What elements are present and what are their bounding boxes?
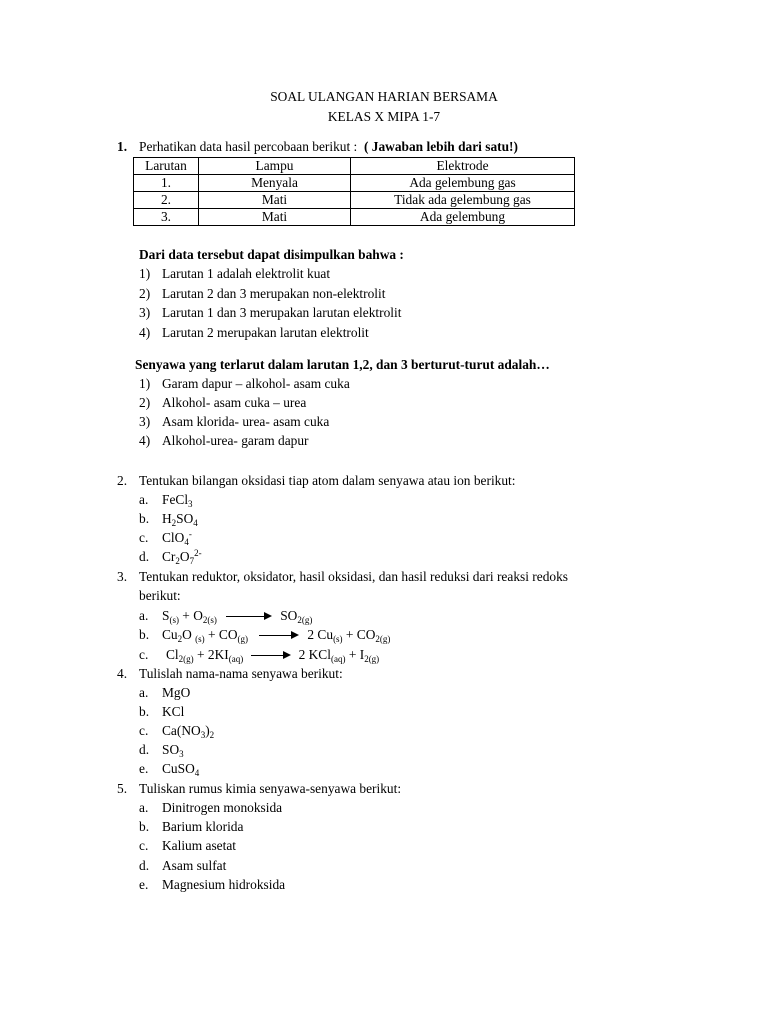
formula-so3: $SO_3$ bbox=[162, 742, 184, 759]
list-item: Garam dapur – alkohol- asam cuka bbox=[162, 376, 350, 391]
formula-fecl3: FeCl$_3$ bbox=[162, 492, 193, 509]
table-row bbox=[134, 192, 575, 209]
table-row bbox=[134, 209, 575, 226]
list-item-num: 1) bbox=[139, 266, 151, 281]
q5-number: 5. bbox=[117, 781, 128, 796]
list-item-letter: d. bbox=[139, 549, 150, 564]
table-cell: 2. bbox=[134, 192, 199, 209]
q1-note: ( Jawaban lebih dari satu!) bbox=[363, 139, 518, 154]
q3-prompt-cont: berikut: bbox=[139, 588, 181, 603]
q4-number: 4. bbox=[117, 666, 128, 681]
table-header-cell: Larutan bbox=[134, 158, 199, 175]
list-item: Larutan 2 merupakan larutan elektrolit bbox=[162, 325, 369, 340]
formula-cr2o7: $Cr_2O_7^{2-}$ bbox=[162, 548, 202, 566]
reaction-a: $S_{(s)} + O_{2(s)}$ $SO_{2(g)}$ bbox=[162, 608, 313, 625]
list-item-letter: c. bbox=[139, 723, 149, 738]
list-item: Kalium asetat bbox=[162, 838, 236, 853]
list-item-num: 2) bbox=[139, 395, 151, 410]
list-item-num: 4) bbox=[139, 433, 151, 448]
table-row bbox=[134, 175, 575, 192]
list-item: Asam klorida- urea- asam cuka bbox=[162, 414, 330, 429]
reaction-arrow bbox=[259, 631, 299, 641]
list-item-letter: a. bbox=[139, 685, 149, 700]
q1-part-b-prompt: Senyawa yang terlarut dalam larutan 1,2, dan 3 berturut-turut adalah… bbox=[135, 357, 550, 372]
table-header-cell: Elektrode bbox=[351, 158, 575, 175]
list-item-letter: b. bbox=[139, 704, 150, 719]
list-item-letter: a. bbox=[139, 608, 149, 623]
reaction-c: $Cl_{2(g)} + 2KI_{(aq)}$ 2 $KCl_{(aq)} + I_{2(g)}$ bbox=[166, 647, 380, 664]
formula-cuso4: CuSO$_4$ bbox=[162, 761, 200, 778]
q1-part-a-prompt: Dari data tersebut dapat disimpulkan bahwa : bbox=[139, 247, 404, 262]
formula-h2so4: $H_2SO_4$ bbox=[162, 511, 198, 528]
q1-number: 1. bbox=[117, 139, 128, 154]
list-item: Alkohol- asam cuka – urea bbox=[162, 395, 307, 410]
table-cell: Menyala bbox=[199, 175, 351, 192]
table-cell: Ada gelembung bbox=[351, 209, 575, 226]
table-cell: Mati bbox=[199, 192, 351, 209]
q1-prompt-line bbox=[139, 139, 518, 155]
list-item: Larutan 1 adalah elektrolit kuat bbox=[162, 266, 331, 281]
list-item-num: 1) bbox=[139, 376, 151, 391]
list-item-num: 3) bbox=[139, 305, 151, 320]
q2-prompt: Tentukan bilangan oksidasi tiap atom dalam senyawa atau ion berikut: bbox=[139, 473, 516, 488]
list-item-num: 3) bbox=[139, 414, 151, 429]
table-header-row bbox=[134, 158, 575, 175]
reaction-arrow bbox=[251, 651, 291, 661]
list-item-letter: c. bbox=[139, 530, 149, 545]
list-item: Asam sulfat bbox=[162, 858, 227, 873]
table-cell: 1. bbox=[134, 175, 199, 192]
document-subtitle: KELAS X MIPA 1-7 bbox=[327, 109, 441, 124]
reaction-arrow bbox=[226, 612, 272, 622]
q4-prompt: Tulislah nama-nama senyawa berikut: bbox=[139, 666, 343, 681]
q3-number: 3. bbox=[117, 569, 128, 584]
list-item: Larutan 2 dan 3 merupakan non-elektrolit bbox=[162, 286, 386, 301]
list-item: Larutan 1 dan 3 merupakan larutan elektrolit bbox=[162, 305, 402, 320]
list-item-letter: d. bbox=[139, 742, 150, 757]
list-item: Magnesium hidroksida bbox=[162, 877, 286, 892]
list-item-letter: e. bbox=[139, 877, 149, 892]
reaction-b: $Cu_2O$ $_{(s)} + CO_{(g)}$ 2 $Cu_{(s)} + CO_{2(g)}$ bbox=[162, 627, 391, 644]
table-cell: 3. bbox=[134, 209, 199, 226]
list-item-letter: b. bbox=[139, 511, 150, 526]
list-item-letter: a. bbox=[139, 492, 149, 507]
list-item-letter: c. bbox=[139, 838, 149, 853]
formula-cano32: $Ca(NO_3)_2$ bbox=[162, 723, 215, 740]
formula-clo4: ClO$_4$- bbox=[162, 529, 192, 547]
list-item: Barium klorida bbox=[162, 819, 244, 834]
table-cell: Ada gelembung gas bbox=[351, 175, 575, 192]
document-title: SOAL ULANGAN HARIAN BERSAMA bbox=[270, 89, 498, 104]
list-item-letter: e. bbox=[139, 761, 149, 776]
list-item: Dinitrogen monoksida bbox=[162, 800, 283, 815]
formula-kcl: KCl bbox=[162, 704, 185, 719]
q3-prompt: Tentukan reduktor, oksidator, hasil oksidasi, dan hasil reduksi dari reaksi redoks bbox=[139, 569, 568, 584]
list-item-letter: b. bbox=[139, 627, 150, 642]
list-item-num: 2) bbox=[139, 286, 151, 301]
formula-mgo: MgO bbox=[162, 685, 191, 700]
table-cell: Tidak ada gelembung gas bbox=[351, 192, 575, 209]
experiment-table bbox=[133, 157, 575, 226]
list-item-letter: d. bbox=[139, 858, 150, 873]
q1-prompt: Perhatikan data hasil percobaan berikut : bbox=[139, 139, 358, 154]
table-cell: Mati bbox=[199, 209, 351, 226]
table-header-cell: Lampu bbox=[199, 158, 351, 175]
list-item-num: 4) bbox=[139, 325, 151, 340]
list-item-letter: c. bbox=[139, 647, 149, 662]
list-item-letter: b. bbox=[139, 819, 150, 834]
q2-number: 2. bbox=[117, 473, 128, 488]
q5-prompt: Tuliskan rumus kimia senyawa-senyawa berikut: bbox=[139, 781, 402, 796]
list-item-letter: a. bbox=[139, 800, 149, 815]
list-item: Alkohol-urea- garam dapur bbox=[162, 433, 309, 448]
